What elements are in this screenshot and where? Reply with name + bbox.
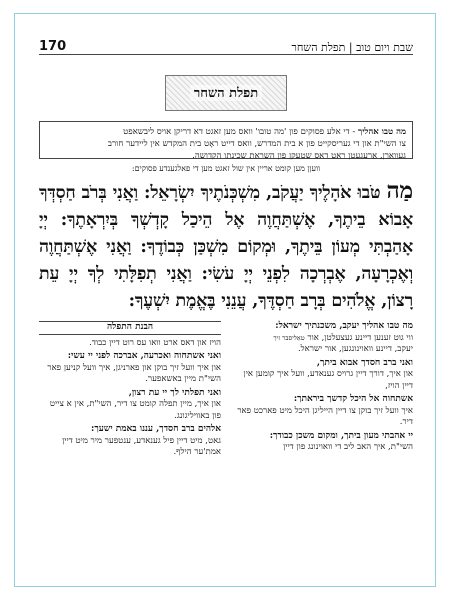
prayer-body: טֹּבוּ אֹהָלֶיךָ יַעֲקֹב, מִשְׁכְּנֹתֶיךָ יִשְׂרָאֵל: וַאֲנִי בְּרֹב חַסְדְּךָ אָבוֹא בֵיתֶךָ, אֶשְׁתַּחֲוֶה אֶל הֵיכַל קָדְשְׁךָ בְּיִרְאָתֶךָ: יְיָ אָהַבְתִּי מְעוֹן בֵּיתֶךָ, וּמְקוֹם מִשְׁכַּן כְּבוֹדֶךָ: וַאֲנִי אֶשְׁתַּחֲוֶה וְאֶכְרָעָה, אֶבְרְכָה לִפְנֵי יְיָ עֹשִׂי: וַאֲנִי תְפִלָּתִי לְךָ יְיָ עֵת רָצוֹן, אֱלֹהִים בְּרָב חַסְדֶּךָ, עֲנֵנִי בֶּאֱמֶת יִשְׁעֶךָ:	[39, 183, 413, 311]
page-header	[39, 24, 413, 55]
commentary-lemma: ואני ברב חסדך אבוא ביתך,	[316, 357, 413, 368]
page-number: 170	[39, 39, 67, 54]
intro-lemma: מה טבו אהליך	[358, 127, 406, 137]
commentary-text: און איך, מיין תפלה קומט צו דיר, השי"ת, אין א צייט פון באוויליגונג.	[49, 399, 221, 421]
commentary-text: הויז און דאס ארט וואו עס רוט דיין כבוד.	[89, 337, 221, 348]
commentary-left-column	[39, 321, 221, 461]
commentary-text: ווי גוט זענען דיינע געצעלטן, אור	[307, 332, 413, 343]
commentary-heading: הבנת התפלה	[39, 321, 221, 335]
intro-box	[39, 121, 413, 159]
commentary-text: השי"ת, איך האב ליב די וואוינונג פון דיין	[283, 442, 413, 452]
commentary-lemma: אשתחוה אל היכל קדשך ביראתך:	[293, 394, 413, 404]
commentary-lemma: ואני תפלתי לך יי עת רצון,	[128, 387, 221, 398]
commentary-text: יעקב, דיינע וואוינונגען, אור ישראל.	[297, 344, 413, 354]
section-title: תפלת השחר	[190, 85, 262, 101]
page-content	[39, 24, 413, 461]
page-frame	[14, 13, 436, 587]
running-head: שבת ויום טוב | תפלת השחר	[291, 41, 413, 54]
commentary-small-note: טאַליסבר זיך	[273, 333, 305, 342]
instruction-note: וועןן מען קומט אריין אין שול זאגט מען די פאלגענדע פסוקים:	[131, 164, 321, 173]
section-title-box	[165, 75, 287, 111]
commentary-lemma: אלהים ברב חסדך, עננו באמת ישעך:	[91, 424, 221, 434]
commentary-text: און איך, דורך דיין גרויס גענאדע, וועל איך קומען אין דיין הויז,	[243, 369, 413, 391]
commentary-text: גאט, מיט דיין פיל גענאדע, ענטפער מיר מיט דיין אמת'ער הילף.	[62, 435, 221, 457]
commentary-section	[39, 321, 413, 461]
commentary-text: און איך וועל זיך בוקן און פארניגן, איך וועל קניען פאר השי"ת מיין באשאפער.	[47, 362, 221, 384]
commentary-right-column	[231, 321, 413, 461]
intro-line-1: - די אלע פסוקים פון 'מה טובו' וואס מען זאגט דא דריקן אויס ליבשאפט	[123, 127, 359, 137]
commentary-lemma: מה טבו אהליך יעקב, משכנתיך ישראל:	[275, 321, 413, 331]
prayer-text	[39, 177, 413, 315]
commentary-text: איך וועל זיך בוקן צו דיין הייליגן היכל מיט פארכט פאר דיר.	[237, 405, 413, 427]
intro-line-2: צו השי"ת און די געריסקייט פון א בית המדרש, וואס דייט ראָט בית המקדש אין ליידער חורב	[107, 139, 406, 149]
prayer-first-word: מַה	[386, 177, 413, 204]
intro-line-3: געווארן, אַרעגעטן ראט דאס שטעקן פון השראת שכינתו הקדושה.	[192, 151, 406, 161]
commentary-lemma: יי אהבתי מעון ביתך, ומקום משכן כבודך:	[269, 430, 413, 441]
commentary-lemma: ואני אשתחוה ואכרעה, אברכה לפני יי עשי:	[67, 351, 221, 361]
